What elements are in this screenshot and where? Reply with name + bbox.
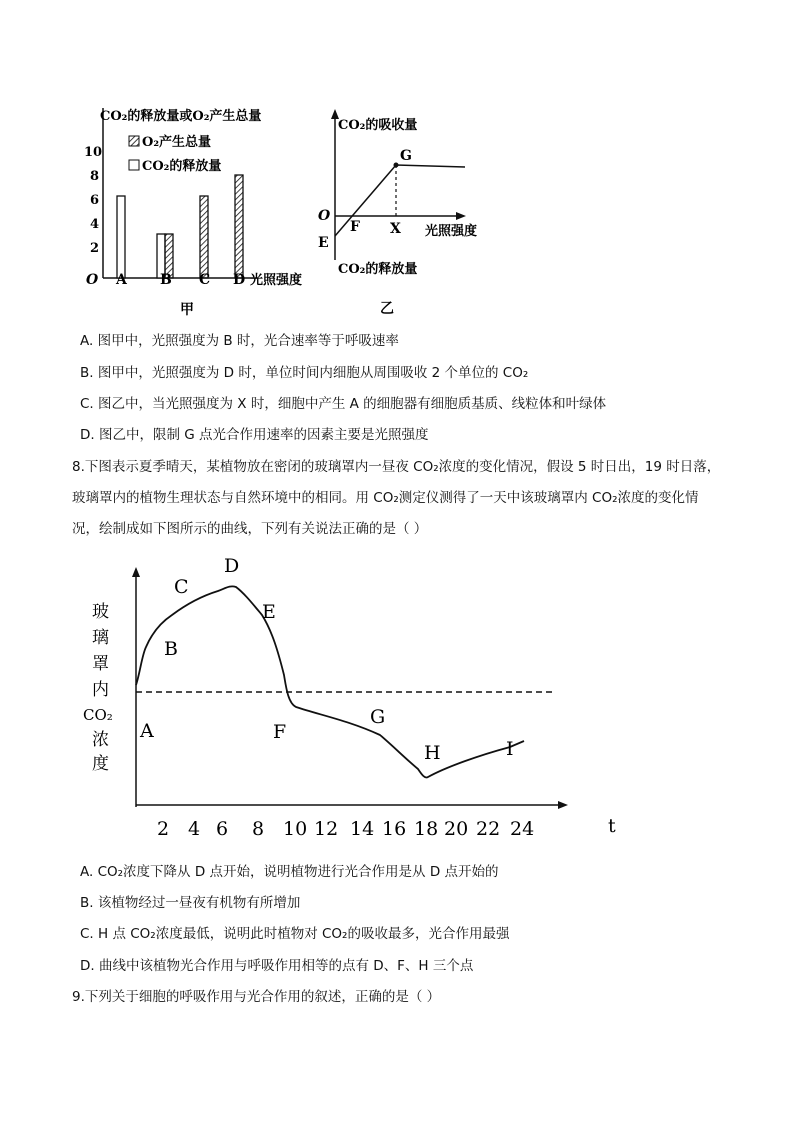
x-tick: 20 — [444, 818, 469, 840]
label-a: A — [140, 720, 154, 742]
figure-jia — [80, 100, 330, 320]
x-axis-arrow — [558, 801, 568, 809]
label-c: C — [174, 576, 189, 598]
x-tick-b: B — [160, 272, 172, 288]
y-axis-label: CO₂的释放量或O₂产生总量 — [100, 109, 262, 124]
y-tick: 8 — [90, 169, 100, 184]
q8-option-d: D. 曲线中该植物光合作用与呼吸作用相等的点有 D、F、H 三个点 — [80, 958, 474, 974]
x-tick: 22 — [476, 818, 501, 840]
y-label-char: 璃 — [92, 628, 109, 648]
bar-d-o2 — [235, 175, 243, 278]
q8-stem-line3: 况，绘制成如下图所示的曲线，下列有关说法正确的是（ ） — [72, 521, 428, 537]
q9-stem: 9.下列关于细胞的呼吸作用与光合作用的叙述，正确的是（ ） — [72, 989, 441, 1005]
y-axis-top-label: CO₂的吸收量 — [338, 118, 418, 133]
origin-label: O — [86, 272, 99, 288]
y-label-char: 罩 — [92, 654, 109, 674]
x-axis-arrow — [456, 212, 466, 220]
label-h: H — [424, 742, 441, 764]
y-label-co2: CO₂ — [83, 706, 113, 724]
q7-option-c: C. 图乙中，当光照强度为 X 时，细胞中产生 A 的细胞器有细胞质基质、线粒体和叶绿体 — [80, 396, 607, 412]
x-tick-c: C — [199, 272, 211, 288]
x-tick-a: A — [116, 272, 127, 288]
caption-yi: 乙 — [380, 301, 394, 317]
bar-c-o2 — [200, 196, 208, 278]
q8-option-c: C. H 点 CO₂浓度最低，说明此时植物对 CO₂的吸收最多，光合作用最强 — [80, 926, 510, 942]
y-tick: 10 — [84, 145, 103, 160]
caption-jia: 甲 — [180, 302, 194, 318]
x-tick: 18 — [414, 818, 439, 840]
figure-yi — [310, 105, 500, 320]
y-tick: 4 — [90, 217, 100, 232]
label-g: G — [370, 706, 386, 728]
q7-option-a: A. 图甲中，光照强度为 B 时，光合速率等于呼吸速率 — [80, 333, 399, 349]
q8-stem-line2: 玻璃罩内的植物生理状态与自然环境中的相同。用 CO₂测定仪测得了一天中该玻璃罩内 CO₂浓度的变化情 — [72, 490, 699, 506]
x-tick: 8 — [252, 818, 265, 840]
y-label-char: 玻 — [92, 602, 109, 622]
x-tick: 12 — [314, 818, 339, 840]
label-f: F — [350, 219, 360, 235]
x-tick: 6 — [216, 818, 229, 840]
y-axis-arrow — [132, 567, 140, 577]
x-tick: 14 — [350, 818, 375, 840]
label-i: I — [506, 738, 514, 760]
label-b: B — [164, 638, 178, 660]
figure-q8-co2-curve — [80, 555, 640, 845]
legend-empty-swatch — [129, 160, 139, 170]
q7-option-d: D. 图乙中，限制 G 点光合作用速率的因素主要是光照强度 — [80, 427, 429, 443]
y-tick: 2 — [90, 241, 100, 256]
y-label-char: 度 — [92, 754, 109, 774]
label-d: D — [224, 555, 240, 577]
x-tick: 2 — [157, 818, 170, 840]
label-x: X — [390, 221, 401, 237]
x-axis-label: 光照强度 — [425, 224, 478, 239]
q8-option-a: A. CO₂浓度下降从 D 点开始，说明植物进行光合作用是从 D 点开始的 — [80, 864, 499, 880]
q7-option-b: B. 图甲中，光照强度为 D 时，单位时间内细胞从周围吸收 2 个单位的 CO₂ — [80, 365, 529, 381]
co2-curve — [136, 586, 524, 777]
x-tick-d: D — [233, 272, 246, 288]
y-label-char: 内 — [92, 680, 109, 700]
legend-empty-label: CO₂的释放量 — [142, 159, 222, 174]
label-g: G — [400, 148, 412, 164]
q8-option-b: B. 该植物经过一昼夜有机物有所增加 — [80, 895, 301, 911]
legend-hatched-label: O₂产生总量 — [142, 135, 212, 150]
origin-label: O — [318, 208, 331, 224]
label-f: F — [273, 721, 287, 743]
y-label-char: 浓 — [92, 730, 109, 750]
x-tick: 16 — [382, 818, 407, 840]
x-tick: 10 — [283, 818, 308, 840]
x-axis-label: 光照强度 — [250, 273, 303, 288]
x-tick: 24 — [510, 818, 535, 840]
y-axis-bottom-label: CO₂的释放量 — [338, 262, 418, 277]
label-e: E — [318, 235, 329, 251]
q8-stem-line1: 8.下图表示夏季晴天，某植物放在密闭的玻璃罩内一昼夜 CO₂浓度的变化情况，假设 5 时日出，19 时日落， — [72, 459, 721, 475]
x-axis-label: t — [608, 815, 616, 837]
label-e: E — [262, 601, 276, 623]
bar-a-co2 — [117, 196, 125, 278]
y-tick: 6 — [90, 193, 100, 208]
legend-hatched-swatch — [129, 136, 139, 146]
x-tick: 4 — [188, 818, 201, 840]
